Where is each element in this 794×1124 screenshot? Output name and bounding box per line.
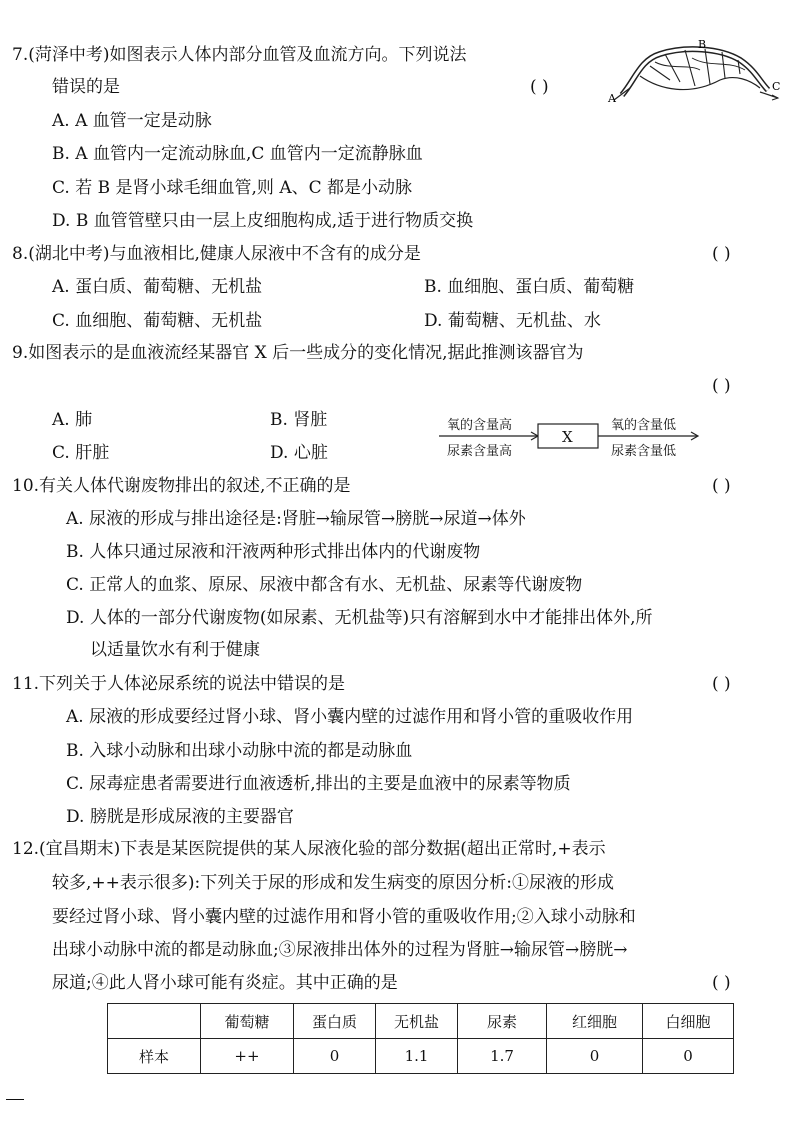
q10-option-b: B. 人体只通过尿液和汗液两种形式排出体内的代谢废物 (66, 542, 481, 562)
q8-option-d: D. 葡萄糖、无机盐、水 (424, 311, 601, 331)
q9-stem: 9.如图表示的是血液流经某器官 X 后一些成分的变化情况,据此推测该器官为 (12, 343, 584, 363)
vessel-label-c: C (772, 80, 781, 93)
flow-left-bottom: 尿素含量高 (447, 444, 513, 459)
flow-right-top: 氧的含量低 (611, 418, 677, 433)
table-cell: 1.7 (458, 1039, 547, 1074)
vessel-label-b: B (698, 40, 707, 51)
table-header-cell (108, 1004, 201, 1039)
table-cell: ++ (201, 1039, 294, 1074)
q12-answer-paren: ( ) (712, 973, 731, 993)
q10-option-d: D. 人体的一部分代谢废物(如尿素、无机盐等)只有溶解到水中才能排出体外,所 (66, 608, 653, 628)
q10-option-d-cont: 以适量饮水有利于健康 (90, 640, 260, 660)
page-corner-mark (6, 1099, 24, 1100)
q9-option-b: B. 肾脏 (270, 410, 328, 430)
flow-right-bottom: 尿素含量低 (611, 444, 677, 459)
table-header-cell: 红细胞 (547, 1004, 643, 1039)
q9-option-d: D. 心脏 (270, 443, 328, 463)
q9-answer-paren: ( ) (712, 376, 731, 396)
q7-option-c: C. 若 B 是肾小球毛细血管,则 A、C 都是小动脉 (52, 178, 413, 198)
q8-stem: 8.(湖北中考)与血液相比,健康人尿液中不含有的成分是 (12, 244, 421, 264)
table-cell: 样本 (108, 1039, 201, 1074)
table-header-cell: 葡萄糖 (201, 1004, 294, 1039)
q12-stem-line3: 要经过肾小球、肾小囊内壁的过滤作用和肾小管的重吸收作用;②入球小动脉和 (52, 907, 636, 927)
q7-stem-line1: 7.(菏泽中考)如图表示人体内部分血管及血流方向。下列说法 (12, 45, 467, 65)
q10-answer-paren: ( ) (712, 476, 731, 496)
table-header-row (108, 1004, 734, 1039)
flow-box-x: X (562, 428, 573, 446)
q9-option-a: A. 肺 (52, 410, 93, 430)
organ-x-flow-diagram (435, 412, 705, 462)
table-header-cell: 尿素 (458, 1004, 547, 1039)
flow-left-top: 氧的含量高 (447, 418, 513, 433)
urine-test-table (107, 1003, 734, 1074)
q7-option-a: A. A 血管一定是动脉 (52, 111, 212, 131)
q11-option-b: B. 入球小动脉和出球小动脉中流的都是动脉血 (66, 741, 413, 761)
table-cell: 0 (643, 1039, 734, 1074)
vessel-label-a: A (608, 92, 616, 105)
q7-answer-paren: ( ) (530, 77, 549, 97)
q7-option-b: B. A 血管内一定流动脉血,C 血管内一定流静脉血 (52, 144, 423, 164)
q10-option-a: A. 尿液的形成与排出途径是:肾脏→输尿管→膀胱→尿道→体外 (66, 509, 526, 529)
table-cell: 0 (547, 1039, 643, 1074)
q11-stem: 11.下列关于人体泌尿系统的说法中错误的是 (12, 674, 346, 694)
q12-stem-line4: 出球小动脉中流的都是动脉血;③尿液排出体外的过程为肾脏→输尿管→膀胱→ (52, 940, 628, 960)
table-header-cell: 蛋白质 (294, 1004, 376, 1039)
q11-option-a: A. 尿液的形成要经过肾小球、肾小囊内壁的过滤作用和肾小管的重吸收作用 (66, 707, 634, 727)
q10-stem: 10.有关人体代谢废物排出的叙述,不正确的是 (12, 476, 351, 496)
table-header-cell: 无机盐 (376, 1004, 458, 1039)
q8-option-c: C. 血细胞、葡萄糖、无机盐 (52, 311, 263, 331)
table-header-cell: 白细胞 (643, 1004, 734, 1039)
q11-answer-paren: ( ) (712, 674, 731, 694)
q12-stem-line5: 尿道;④此人肾小球可能有炎症。其中正确的是 (52, 973, 398, 993)
blood-vessel-figure (600, 40, 785, 115)
q7-stem-line2: 错误的是 (52, 77, 120, 97)
table-cell: 0 (294, 1039, 376, 1074)
q8-answer-paren: ( ) (712, 244, 731, 264)
q8-option-b: B. 血细胞、蛋白质、葡萄糖 (424, 277, 635, 297)
q11-option-c: C. 尿毒症患者需要进行血液透析,排出的主要是血液中的尿素等物质 (66, 774, 571, 794)
table-row (108, 1039, 734, 1074)
q11-option-d: D. 膀胱是形成尿液的主要器官 (66, 807, 294, 827)
q8-option-a: A. 蛋白质、葡萄糖、无机盐 (52, 277, 263, 297)
q10-option-c: C. 正常人的血浆、原尿、尿液中都含有水、无机盐、尿素等代谢废物 (66, 575, 583, 595)
table-cell: 1.1 (376, 1039, 458, 1074)
q12-stem-line2: 较多,++表示很多):下列关于尿的形成和发生病变的原因分析:①尿液的形成 (52, 873, 614, 893)
q9-option-c: C. 肝脏 (52, 443, 110, 463)
q7-option-d: D. B 血管管壁只由一层上皮细胞构成,适于进行物质交换 (52, 211, 474, 231)
q12-stem-line1: 12.(宜昌期末)下表是某医院提供的某人尿液化验的部分数据(超出正常时,+表示 (12, 839, 606, 859)
